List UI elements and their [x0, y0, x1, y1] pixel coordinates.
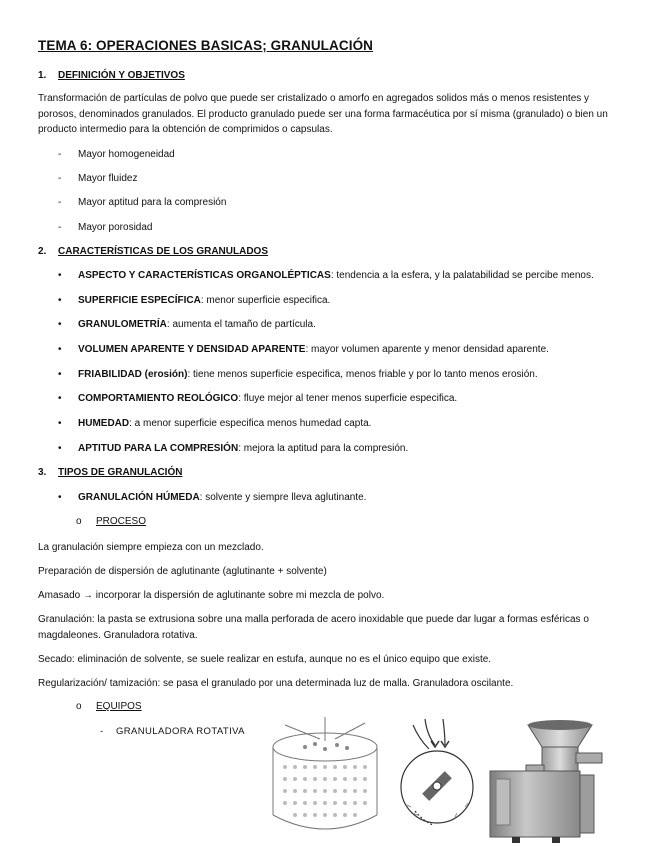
list-item: • COMPORTAMIENTO REOLÓGICO: fluye mejor al tener menos superficie especifica.	[58, 393, 458, 404]
perforated-drum-illustration	[265, 717, 385, 842]
process-step: Preparación de dispersión de aglutinante (aglutinante + solvente)	[38, 566, 327, 577]
process-step: Secado: eliminación de solvente, se suele realizar en estufa, aunque no es el único equipo que existe.	[38, 654, 492, 665]
list-item: - Mayor homogeneidad	[58, 149, 175, 160]
page-title: TEMA 6: OPERACIONES BASICAS; GRANULACIÓN	[38, 38, 374, 53]
list-item: - Mayor porosidad	[58, 222, 153, 233]
section-3-heading: 3. TIPOS DE GRANULACIÓN	[38, 467, 183, 478]
subsection-equipos: o EQUIPOS	[76, 701, 142, 712]
definition-paragraph: Transformación de partículas de polvo que puede ser cristalizado o amorfo en agregados solidos más o menos resistentes y porosos, denominados granulados. El producto granulado puede ser una forma farmacéutica por sí misma (granulado) o bien un producto intermedio para la obtención de comprimidos o capsulas.	[38, 93, 608, 135]
process-step: Granulación: la pasta se extrusiona sobre una malla perforada de acero inoxidable que puede dar lugar a formas esféricas o magdaleones. Granuladora rotativa.	[38, 614, 589, 641]
list-item: • HUMEDAD: a menor superficie especifica menos humedad capta.	[58, 418, 372, 429]
list-item: - Mayor fluidez	[58, 173, 138, 184]
section-1-heading	[38, 70, 185, 81]
list-item: • ASPECTO Y CARACTERÍSTICAS ORGANOLÉPTICAS: tendencia a la esfera, y la palatabilidad se percibe menos.	[58, 270, 594, 281]
list-item: • APTITUD PARA LA COMPRESIÓN: mejora la aptitud para la compresión.	[58, 443, 409, 454]
list-item: • GRANULOMETRÍA: aumenta el tamaño de partícula.	[58, 319, 316, 330]
subsection-proceso: o PROCESO	[76, 516, 147, 527]
section-2-heading: 2. CARACTERÍSTICAS DE LOS GRANULADOS	[38, 246, 269, 257]
list-item: • FRIABILIDAD (erosión): tiene menos superficie especifica, menos friable y por lo tanto menos erosión.	[58, 369, 538, 380]
list-item: • GRANULACIÓN HÚMEDA: solvente y siempre lleva aglutinante.	[58, 492, 367, 503]
process-step: La granulación siempre empieza con un mezclado.	[38, 542, 264, 553]
list-item: • VOLUMEN APARENTE Y DENSIDAD APARENTE: mayor volumen aparente y menor densidad aparente.	[58, 344, 549, 355]
list-item: • SUPERFICIE ESPECÍFICA: menor superficie especifica.	[58, 295, 331, 306]
equipment-item: - GRANULADORA ROTATIVA	[100, 726, 245, 737]
process-step: Amasado → incorporar la dispersión de aglutinante sobre mi mezcla de polvo.	[38, 590, 385, 601]
rotary-granulator-photo	[482, 717, 610, 845]
section-label: DEFINICIÓN Y OBJETIVOS	[58, 70, 185, 81]
section-number: 1.	[38, 70, 47, 81]
list-item: - Mayor aptitud para la compresión	[58, 197, 227, 208]
process-step: Regularización/ tamización: se pasa el granulado por una determinada luz de malla. Granuladora oscilante.	[38, 678, 514, 689]
rotor-section-illustration	[395, 717, 480, 842]
